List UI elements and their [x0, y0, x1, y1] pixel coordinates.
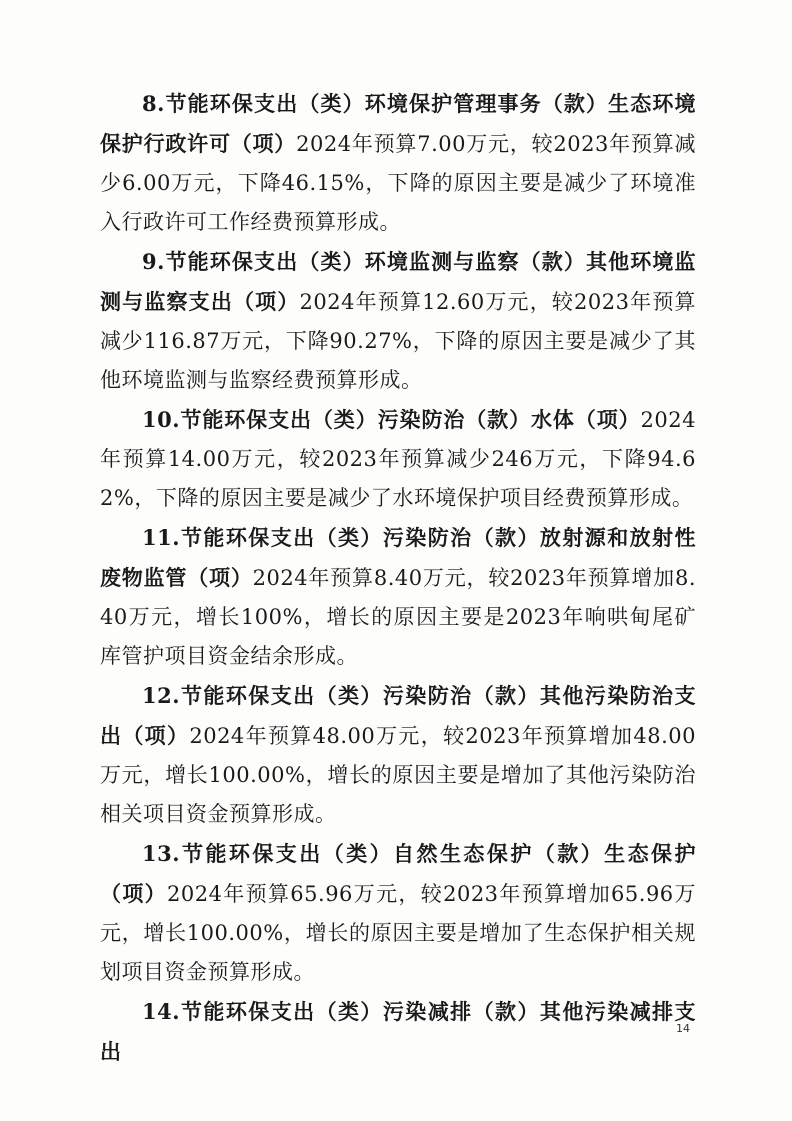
paragraph-heading: 10.节能环保支出（类）污染防治（款）水体（项） — [142, 407, 641, 432]
paragraph-heading: 14.节能环保支出（类）污染减排（款）其他污染减排支出 — [100, 999, 696, 1064]
paragraph-item-9 — [100, 242, 696, 400]
paragraph-text: 2024年预算8.40万元，较2023年预算增加8.40万元，增长100%，增长的原因主要是2023年响哄甸尾矿库管护项目资金结余形成。 — [100, 566, 696, 668]
page-number: 14 — [676, 1022, 690, 1035]
document-body — [100, 84, 696, 1072]
paragraph-heading: 13.节能环保支出（类）自然生态保护（款）生态保护（项） — [100, 841, 696, 906]
paragraph-heading: 8.节能环保支出（类）环境保护管理事务（款）生态环境保护行政许可（项） — [100, 91, 696, 156]
paragraph-text: 2024年预算48.00万元，较2023年预算增加48.00万元，增长100.00%，增长的原因主要是增加了其他污染防治相关项目资金预算形成。 — [100, 724, 696, 826]
paragraph-item-11 — [100, 518, 696, 676]
paragraph-text: 2024年预算65.96万元，较2023年预算增加65.96万元，增长100.00%，增长的原因主要是增加了生态保护相关规划项目资金预算形成。 — [100, 882, 697, 984]
paragraph-text: 2024年预算14.00万元，较2023年预算减少246万元，下降94.62%，下降的原因主要是减少了水环境保护项目经费预算形成。 — [100, 408, 696, 510]
paragraph-item-8 — [100, 84, 696, 242]
paragraph-item-10 — [100, 400, 696, 518]
paragraph-item-12 — [100, 676, 696, 834]
paragraph-item-13 — [100, 834, 696, 992]
paragraph-item-14 — [100, 992, 696, 1072]
paragraph-text: 2024年预算7.00万元，较2023年预算减少6.00万元，下降46.15%，下降的原因主要是减少了环境准入行政许可工作经费预算形成。 — [100, 132, 697, 234]
paragraph-heading: 11.节能环保支出（类）污染防治（款）放射源和放射性废物监管（项） — [100, 525, 696, 590]
paragraph-text: 2024年预算12.60万元，较2023年预算减少116.87万元，下降90.27%，下降的原因主要是减少了其他环境监测与监察经费预算形成。 — [100, 290, 696, 392]
paragraph-heading: 9.节能环保支出（类）环境监测与监察（款）其他环境监测与监察支出（项） — [100, 249, 696, 314]
paragraph-heading: 12.节能环保支出（类）污染防治（款）其他污染防治支出（项） — [100, 683, 696, 748]
